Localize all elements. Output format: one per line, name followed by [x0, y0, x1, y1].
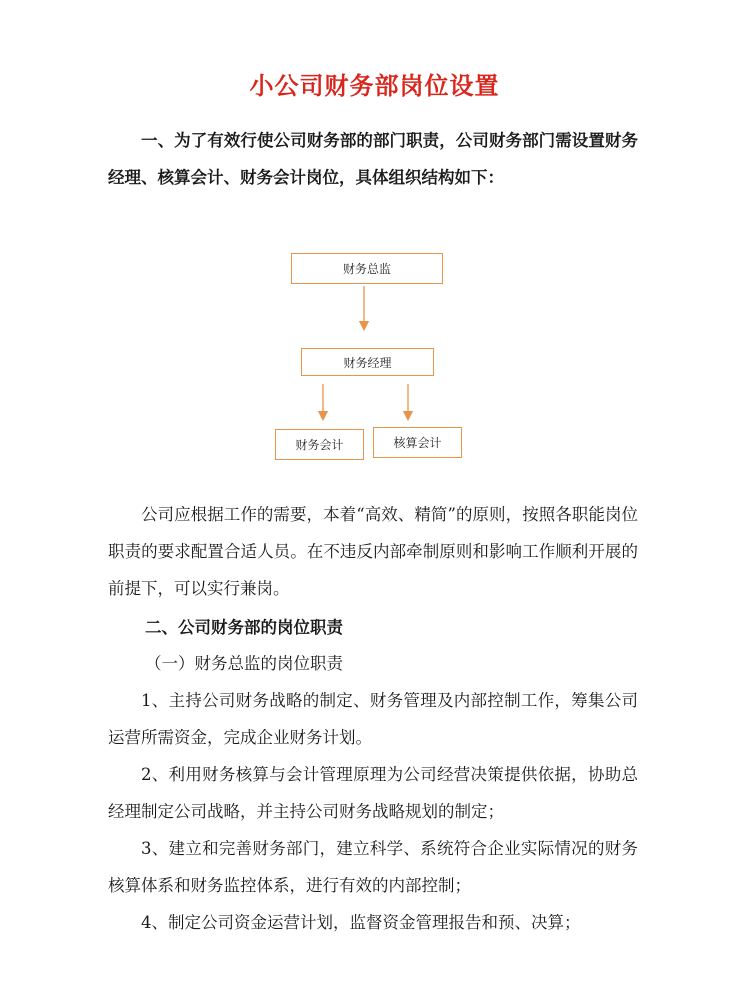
- section-heading-2: 二、公司财务部的岗位职责: [145, 618, 343, 637]
- org-box-cost-accountant: 核算会计: [373, 427, 462, 458]
- org-box-cfo: 财务总监: [291, 253, 443, 284]
- list-item: 3、建立和完善财务部门，建立科学、系统符合企业实际情况的财务核算体系和财务监控体系，进行有效的内部控制；: [108, 839, 638, 895]
- org-box-finance-manager: 财务经理: [301, 348, 434, 376]
- intro-paragraph: 一、为了有效行使公司财务部的部门职责，公司财务部门需设置财务经理、核算会计、财务会计岗位，具体组织结构如下：: [108, 131, 638, 187]
- document-title: 小公司财务部岗位设置: [249, 71, 500, 100]
- subsection-heading-1: （一）财务总监的岗位职责: [145, 654, 343, 673]
- body-paragraph: 公司应根据工作的需要，本着“高效、精简”的原则，按照各职能岗位职责的要求配置合适人员。在不违反内部牵制原则和影响工作顺利开展的前提下，可以实行兼岗。: [108, 505, 638, 598]
- list-item: 4、制定公司资金运营计划，监督资金管理报告和预、决算；: [141, 913, 581, 932]
- org-box-financial-accountant: 财务会计: [275, 429, 364, 460]
- list-item: 2、利用财务核算与会计管理原理为公司经营决策提供依据，协助总经理制定公司战略，并主持公司财务战略规划的制定；: [108, 765, 638, 821]
- list-item: 1、主持公司财务战略的制定、财务管理及内部控制工作，筹集公司运营所需资金，完成企业财务计划。: [108, 691, 638, 747]
